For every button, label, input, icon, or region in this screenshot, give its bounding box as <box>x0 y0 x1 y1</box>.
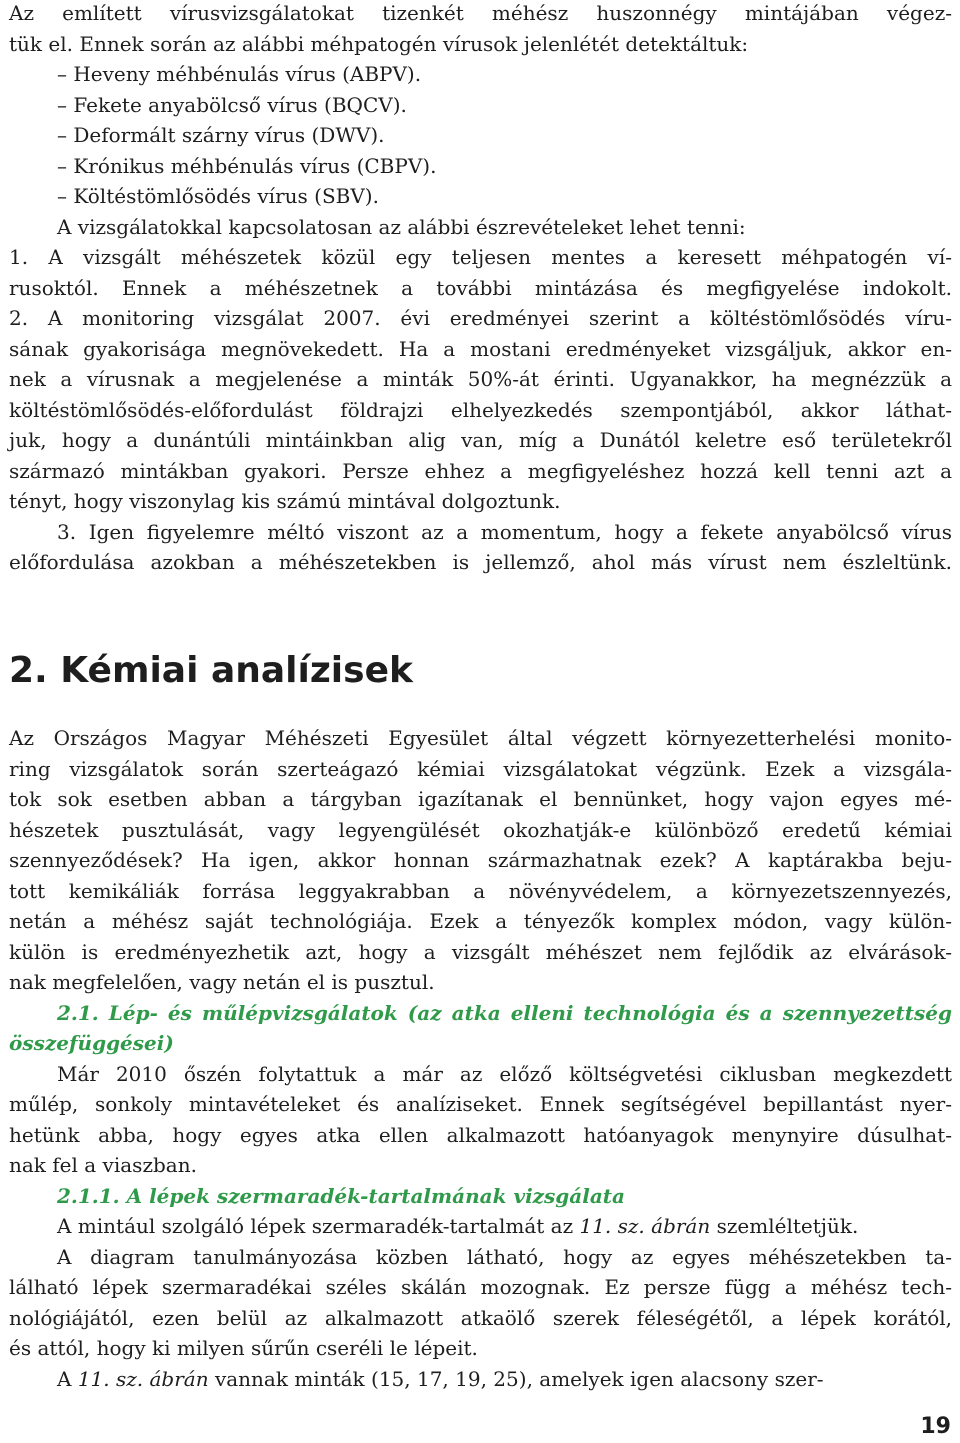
virus-list-item: – Heveny méhbénulás vírus (ABPV). <box>57 62 422 86</box>
subsection-heading: 2.1. Lép- és műlépvizsgálatok (az atka elleni technológia és a szennyezettség <box>57 1000 952 1025</box>
text-line: netán a méhész saját technológiája. Ezek a tényezők komplex módon, vagy külön- <box>9 909 952 933</box>
subsubsection-heading: 2.1.1. A lépek szermaradék-tartalmának vizsgálata <box>57 1183 625 1208</box>
text-line: tok sok esetben abban a tárgyban igazítanak el bennünket, hogy vajon egyes mé- <box>9 787 952 811</box>
section-heading: 2. Kémiai analízisek <box>9 650 413 691</box>
text-span: A <box>57 1366 78 1391</box>
virus-list-item: – Fekete anyabölcső vírus (BQCV). <box>57 92 407 117</box>
text-line: 1. A vizsgált méhészetek közül egy teljesen mentes a keresett méhpatogén ví- <box>9 245 952 269</box>
subsection-heading-cont: összefüggései) <box>9 1031 174 1055</box>
section-body <box>9 723 952 1394</box>
text-line: 3. Igen figyelemre méltó viszont az a momentum, hogy a fekete anyabölcső vírus <box>57 519 952 544</box>
text-line: 2. A monitoring vizsgálat 2007. évi eredményei szerint a költéstömlősödés víru- <box>9 306 952 330</box>
text-line: juk, hogy a dunántúli mintáinkban alig van, míg a Dunától keletre eső területekről <box>9 428 952 452</box>
text-line: nak fel a viaszban. <box>9 1153 197 1177</box>
text-line: lálható lépek szermaradékai széles skálán mozognak. Ez persze függ a méhész tech- <box>9 1275 952 1299</box>
text-line: A diagram tanulmányozása közben látható, hogy az egyes méhészetekben ta- <box>57 1244 952 1269</box>
figure-ref: 11. sz. ábrán <box>77 1366 209 1391</box>
text-line: Már 2010 őszén folytattuk a már az előző költségvetési ciklusban megkezdett <box>57 1061 952 1086</box>
virus-list-item: – Krónikus méhbénulás vírus (CBPV). <box>57 153 437 178</box>
text-line: és attól, hogy ki milyen sűrűn cseréli le lépeit. <box>9 1336 478 1360</box>
text-line: Az Országos Magyar Méhészeti Egyesület által végzett környezetterhelési monito- <box>9 726 952 750</box>
text-span: vannak minták (15, 17, 19, 25), amelyek igen alacsony szer- <box>208 1366 824 1391</box>
text-line: tényt, hogy viszonylag kis számú mintával dolgoztunk. <box>9 489 561 513</box>
text-line <box>9 1364 952 1395</box>
intro-text <box>9 0 952 578</box>
virus-list-item: – Deformált szárny vírus (DWV). <box>57 123 385 147</box>
text-line: A vizsgálatokkal kapcsolatosan az alábbi észrevételeket lehet tenni: <box>57 214 746 239</box>
page-number: 19 <box>920 1414 951 1439</box>
text-line: rusoktól. Ennek a méhészetnek a további mintázása és megfigyelése indokolt. <box>9 275 952 300</box>
text-line: tott kemikáliák forrása leggyakrabban a növényvédelem, a környezetszennyezés, <box>9 878 952 903</box>
text-span: szemléltetjük. <box>710 1214 859 1238</box>
text-line: ring vizsgálatok során szerteágazó kémiai vizsgálatokat végzünk. Ezek a vizsgála- <box>9 756 952 781</box>
text-line: tük el. Ennek során az alábbi méhpatogén vírusok jelenlétét detektáltuk: <box>9 31 749 56</box>
text-span: A mintául szolgáló lépek szermaradék-tartalmát az <box>57 1214 580 1238</box>
figure-ref: 11. sz. ábrán <box>579 1214 711 1238</box>
text-line: költéstömlősödés-előfordulást földrajzi elhelyezkedés szempontjából, akkor láthat- <box>9 397 952 422</box>
text-line: hészetek pusztulását, vagy legyengülését okozhatják-e különböző eredetű kémiai <box>9 817 952 842</box>
text-line: nológiájától, ezen belül az alkalmazott atkaölő szerek féleségétől, a lépek korától, <box>9 1305 952 1330</box>
text-line: külön is eredményezhetik azt, hogy a vizsgált méhészet nem fejlődik az elvárások- <box>9 939 952 964</box>
text-line: Az említett vírusvizsgálatokat tizenkét méhész huszonnégy mintájában végez- <box>9 1 952 25</box>
text-line: nek a vírusnak a megjelenése a minták 50%-át érinti. Ugyanakkor, ha megnézzük a <box>9 367 952 391</box>
text-line <box>9 1211 952 1242</box>
text-line: sának gyakorisága megnövekedett. Ha a mostani eredményeket vizsgáljuk, akkor en- <box>9 336 952 361</box>
text-line: hetünk abba, hogy egyes atka ellen alkalmazott hatóanyagok menynyire dúsulhat- <box>9 1122 952 1147</box>
virus-list-item: – Költéstömlősödés vírus (SBV). <box>57 184 379 208</box>
text-line: származó mintákban gyakori. Persze ehhez a megfigyeléshez hozzá kell tenni azt a <box>9 458 952 483</box>
text-line: szennyeződések? Ha igen, akkor honnan származhatnak ezek? A kaptárakba beju- <box>9 848 952 872</box>
text-line: előfordulása azokban a méhészetekben is jellemző, ahol más vírust nem észleltünk. <box>9 550 952 574</box>
text-line: nak megfelelően, vagy netán el is pusztul. <box>9 970 435 994</box>
text-line: műlép, sonkoly mintavételeket és analíziseket. Ennek segítségével bepillantást nyer- <box>9 1092 952 1116</box>
